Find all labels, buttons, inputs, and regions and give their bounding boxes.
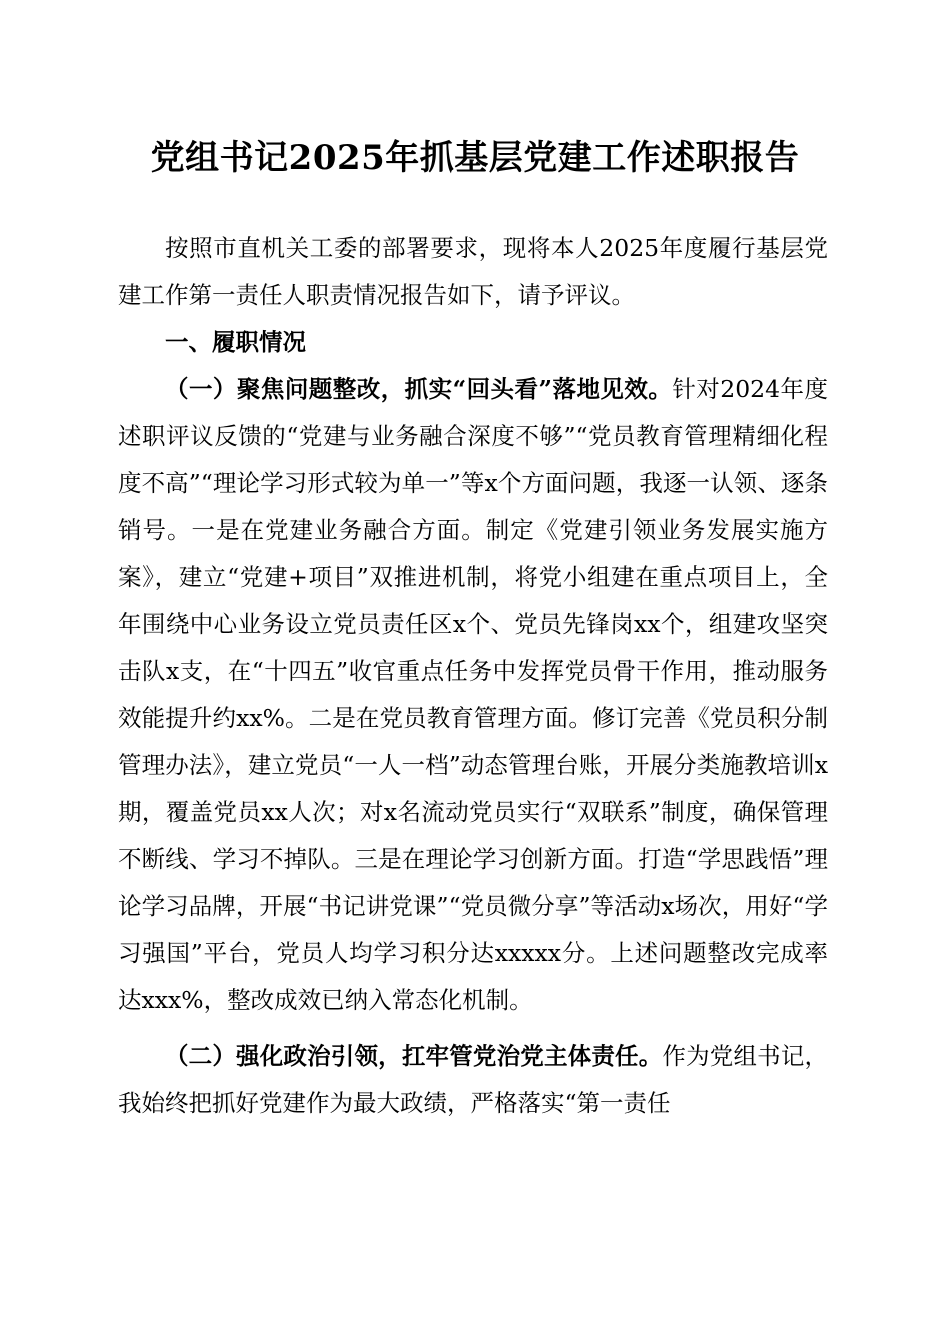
paragraph-rectification-lead: （一）聚焦问题整改，抓实“回头看”落地见效。 bbox=[165, 375, 673, 403]
document-title: 党组书记2025年抓基层党建工作述职报告 bbox=[150, 138, 800, 178]
paragraph-rectification-body: 针对2024年度述职评议反馈的“党建与业务融合深度不够”“党员教育管理精细化程度不高”“理论学习形式较为单一”等x个方面问题，我逐一认领、逐条销号。一是在党建业务融合方面。制定《党建引领业务发展实施方案》，建立“党建+项目”双推进机制，将党小组建在重点项目上，全年围绕中心业务设立党员责任区x个、党员先锋岗xx个，组建攻坚突击队x支，在“十四五”收官重点任务中发挥党员骨干作用，推动服务效能提升约xx%。二是在党员教育管理方面。修订完善《党员积分制管理办法》，建立党员“一人一档”动态管理台账，开展分类施教培训x期，覆盖党员xx人次；对x名流动党员实行“双联系”制度，确保管理不断线、学习不掉队。三是在理论学习创新方面。打造“学思践悟”理论学习品牌，开展“书记讲党课”“党员微分享”等活动x场次，用好“学习强国”平台，党员人均学习积分达xxxxx分。上述问题整改完成率达xxx%，整改成效已纳入常态化机制。 bbox=[118, 375, 828, 1014]
paragraph-rectification bbox=[118, 366, 828, 1024]
intro-paragraph: 按照市直机关工委的部署要求，现将本人2025年度履行基层党建工作第一责任人职责情况报告如下，请予评议。 bbox=[118, 234, 828, 309]
paragraph-political-leadership bbox=[118, 1033, 828, 1127]
paragraph-political-leadership-body: 作为党组书记，我始终把抓好党建作为最大政绩，严格落实“第一责任 bbox=[118, 1042, 829, 1117]
section-heading-performance: 一、履职情况 bbox=[165, 328, 306, 356]
paragraph-political-leadership-lead: （二）强化政治引领，扛牢管党治党主体责任。 bbox=[165, 1042, 663, 1070]
document-body bbox=[118, 225, 828, 1127]
